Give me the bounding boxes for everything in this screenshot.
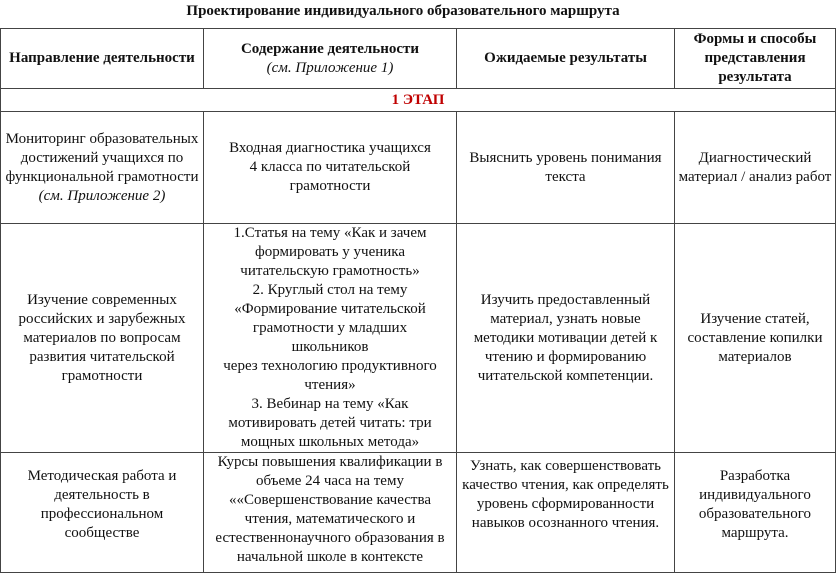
header-forms: Формы и способы представления результата bbox=[675, 29, 836, 89]
row2-content-line: 3. Вебинар на тему «Как bbox=[251, 396, 409, 412]
header-content-note: (см. Приложение 1) bbox=[266, 59, 394, 76]
row1-direction bbox=[1, 112, 204, 224]
row2-content-line: чтения» bbox=[304, 377, 356, 393]
route-table bbox=[0, 28, 836, 573]
stage-row bbox=[1, 89, 836, 112]
row2-results: Изучить предоставленный материал, узнать новые методики мотивации детей к чтению и формированию читательской компетенции. bbox=[457, 224, 675, 453]
row1-content-line: грамотности bbox=[289, 178, 371, 194]
row3-content-line: чтения, математического и bbox=[244, 511, 416, 527]
row3-forms: Разработка индивидуального образовательного маршрута. bbox=[675, 453, 836, 573]
row2-content-line: формировать у ученика bbox=[254, 244, 406, 260]
row2-content-line: «Формирование читательской bbox=[234, 301, 426, 317]
row3-results: Узнать, как совершенствовать качество чтения, как определять уровень сформированности навыков осознанного чтения. bbox=[457, 453, 675, 573]
row2-content-line: мотивировать детей читать: три bbox=[228, 415, 432, 431]
row1-content-line: Входная диагностика учащихся bbox=[229, 140, 431, 156]
row3-content-line: Курсы повышения квалификации в bbox=[217, 454, 443, 470]
row1-content-line: 4 класса по читательской bbox=[249, 159, 411, 175]
row3-content-line: начальной школе в контексте bbox=[236, 549, 424, 565]
row1-content bbox=[204, 112, 457, 224]
row1-direction-text: Мониторинг образовательных достижений учащихся по функциональной грамотности bbox=[5, 130, 199, 185]
row2-content bbox=[204, 224, 457, 453]
page-title: Проектирование индивидуального образовательного маршрута bbox=[186, 3, 620, 19]
table-row bbox=[1, 453, 836, 573]
table-row bbox=[1, 224, 836, 453]
row2-forms: Изучение статей, составление копилки материалов bbox=[675, 224, 836, 453]
header-content-label: Содержание деятельности bbox=[240, 40, 420, 57]
row2-content-line: грамотности у младших bbox=[252, 320, 408, 336]
table-row bbox=[1, 112, 836, 224]
row3-content-line: естественнонаучного образования в bbox=[215, 530, 445, 546]
row3-content-line: объеме 24 часа на тему bbox=[256, 473, 404, 489]
row3-content-line: ««Совершенствование качества bbox=[228, 492, 432, 508]
row3-direction: Методическая работа и деятельность в профессиональном сообществе bbox=[1, 453, 204, 573]
header-row bbox=[1, 29, 836, 89]
row2-content-line: 2. Круглый стол на тему bbox=[252, 282, 408, 298]
row2-content-line: 1.Статья на тему «Как и зачем bbox=[233, 225, 427, 241]
header-results: Ожидаемые результаты bbox=[457, 29, 675, 89]
stage-label: 1 ЭТАП bbox=[1, 89, 836, 112]
row2-direction: Изучение современных российских и зарубежных материалов по вопросам развития читательской грамотности bbox=[1, 224, 204, 453]
row2-content-line: мощных школьных метода» bbox=[240, 434, 420, 450]
header-direction: Направление деятельности bbox=[1, 29, 204, 89]
header-content bbox=[204, 29, 457, 89]
row2-content-line: читательскую грамотность» bbox=[240, 263, 420, 279]
row1-forms: Диагностический материал / анализ работ bbox=[675, 112, 836, 224]
row3-content bbox=[204, 453, 457, 573]
row2-content-line: через технологию продуктивного bbox=[223, 358, 437, 374]
row1-direction-note: (см. Приложение 2) bbox=[38, 187, 166, 204]
row2-content-line: школьников bbox=[291, 339, 369, 355]
row1-results: Выяснить уровень понимания текста bbox=[457, 112, 675, 224]
